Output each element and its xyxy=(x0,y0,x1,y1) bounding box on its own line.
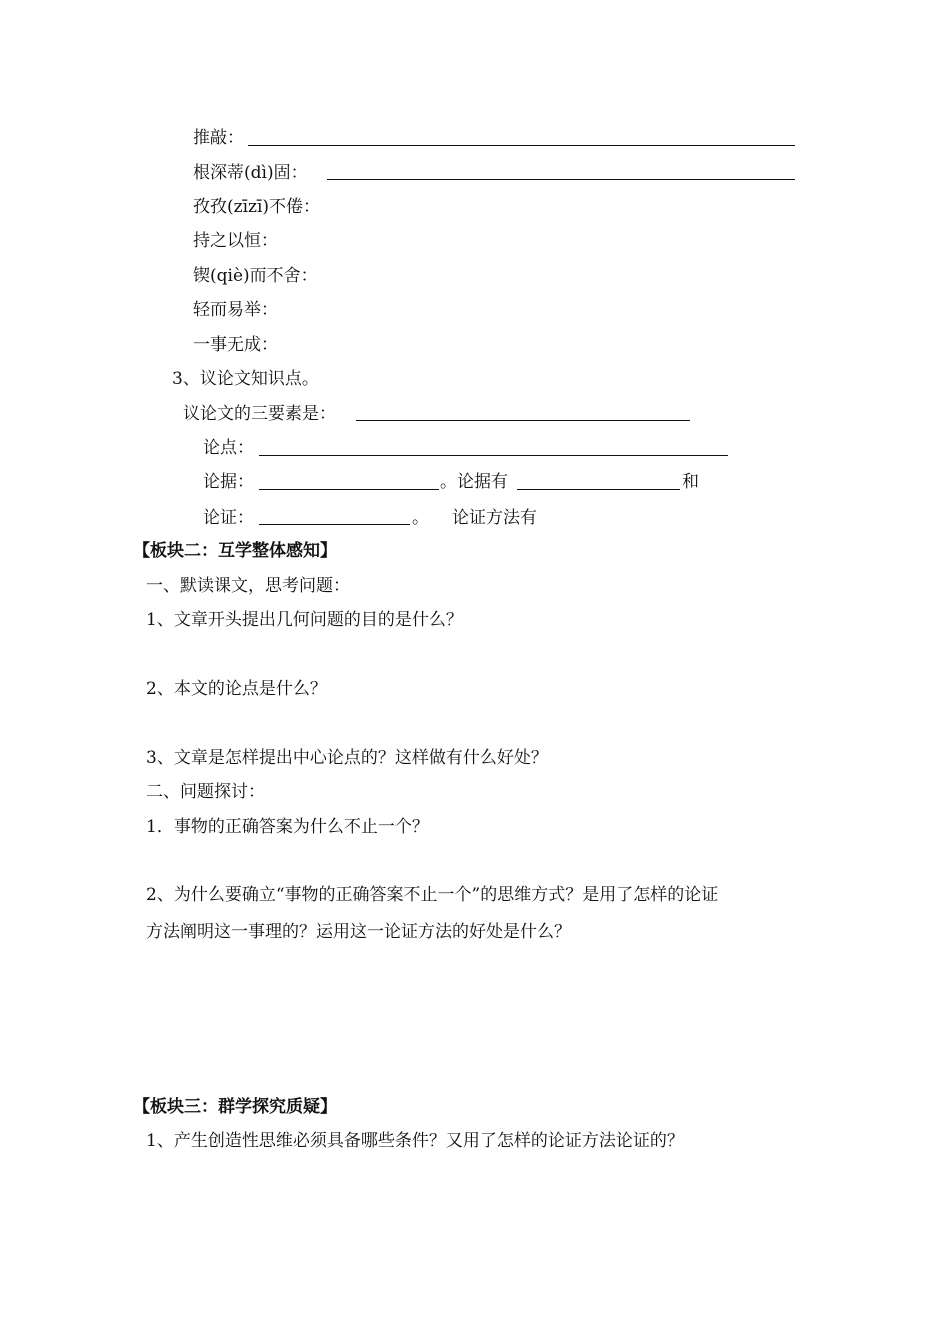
answer-line-genshendigu[interactable] xyxy=(327,179,795,180)
block2-question-2: 2、本文的论点是什么？ xyxy=(146,679,327,699)
argument-label: 论证： xyxy=(203,508,254,528)
vocab-term-qingeryiju: 轻而易举： xyxy=(193,300,278,320)
block3-question-1: 1、产生创造性思维必须具备哪些条件？又用了怎样的论证方法论证的？ xyxy=(146,1131,684,1151)
argument-period: 。 xyxy=(412,508,429,528)
knowledge-heading: 3、议论文知识点。 xyxy=(172,369,319,389)
elements-label: 议论文的三要素是： xyxy=(183,404,336,424)
argument-methods-label: 论证方法有 xyxy=(452,508,537,528)
evidence-type1-line[interactable] xyxy=(517,489,680,490)
block2-question-1: 1、文章开头提出几何问题的目的是什么？ xyxy=(146,610,463,630)
block2-title: 【板块二：互学整体感知】 xyxy=(133,541,337,561)
argument-answer-line[interactable] xyxy=(259,524,410,525)
block2-discussion-2-line2: 方法阐明这一事理的？运用这一论证方法的好处是什么？ xyxy=(146,922,571,942)
vocab-term-tuiqiao: 推敲： xyxy=(193,128,244,148)
evidence-types-label: 。论据有 xyxy=(440,472,508,492)
vocab-term-chizhiyiheng: 持之以恒： xyxy=(193,231,278,251)
elements-answer-line[interactable] xyxy=(356,420,690,421)
evidence-answer-line[interactable] xyxy=(259,489,439,490)
answer-line-tuiqiao[interactable] xyxy=(248,145,795,146)
vocab-term-zizibujuan: 孜孜(zīzī)不倦： xyxy=(193,197,321,217)
block2-discussion-2-line1: 2、为什么要确立“事物的正确答案不止一个”的思维方式？是用了怎样的论证 xyxy=(146,885,719,905)
block2-part1-heading: 一、默读课文，思考问题： xyxy=(146,576,350,596)
evidence-and-label: 和 xyxy=(682,472,699,492)
point-answer-line[interactable] xyxy=(259,455,728,456)
evidence-label: 论据： xyxy=(203,472,254,492)
vocab-term-qieerbushe: 锲(qiè)而不舍： xyxy=(193,266,318,286)
block3-title: 【板块三：群学探究质疑】 xyxy=(133,1097,337,1117)
block2-discussion-1: 1．事物的正确答案为什么不止一个？ xyxy=(146,817,429,837)
vocab-term-genshendigu: 根深蒂(dì)固： xyxy=(193,163,308,183)
point-label: 论点： xyxy=(203,438,254,458)
block2-question-3: 3、文章是怎样提出中心论点的？这样做有什么好处？ xyxy=(146,748,548,768)
block2-part2-heading: 二、问题探讨： xyxy=(146,782,265,802)
vocab-term-yishiwucheng: 一事无成： xyxy=(193,335,278,355)
